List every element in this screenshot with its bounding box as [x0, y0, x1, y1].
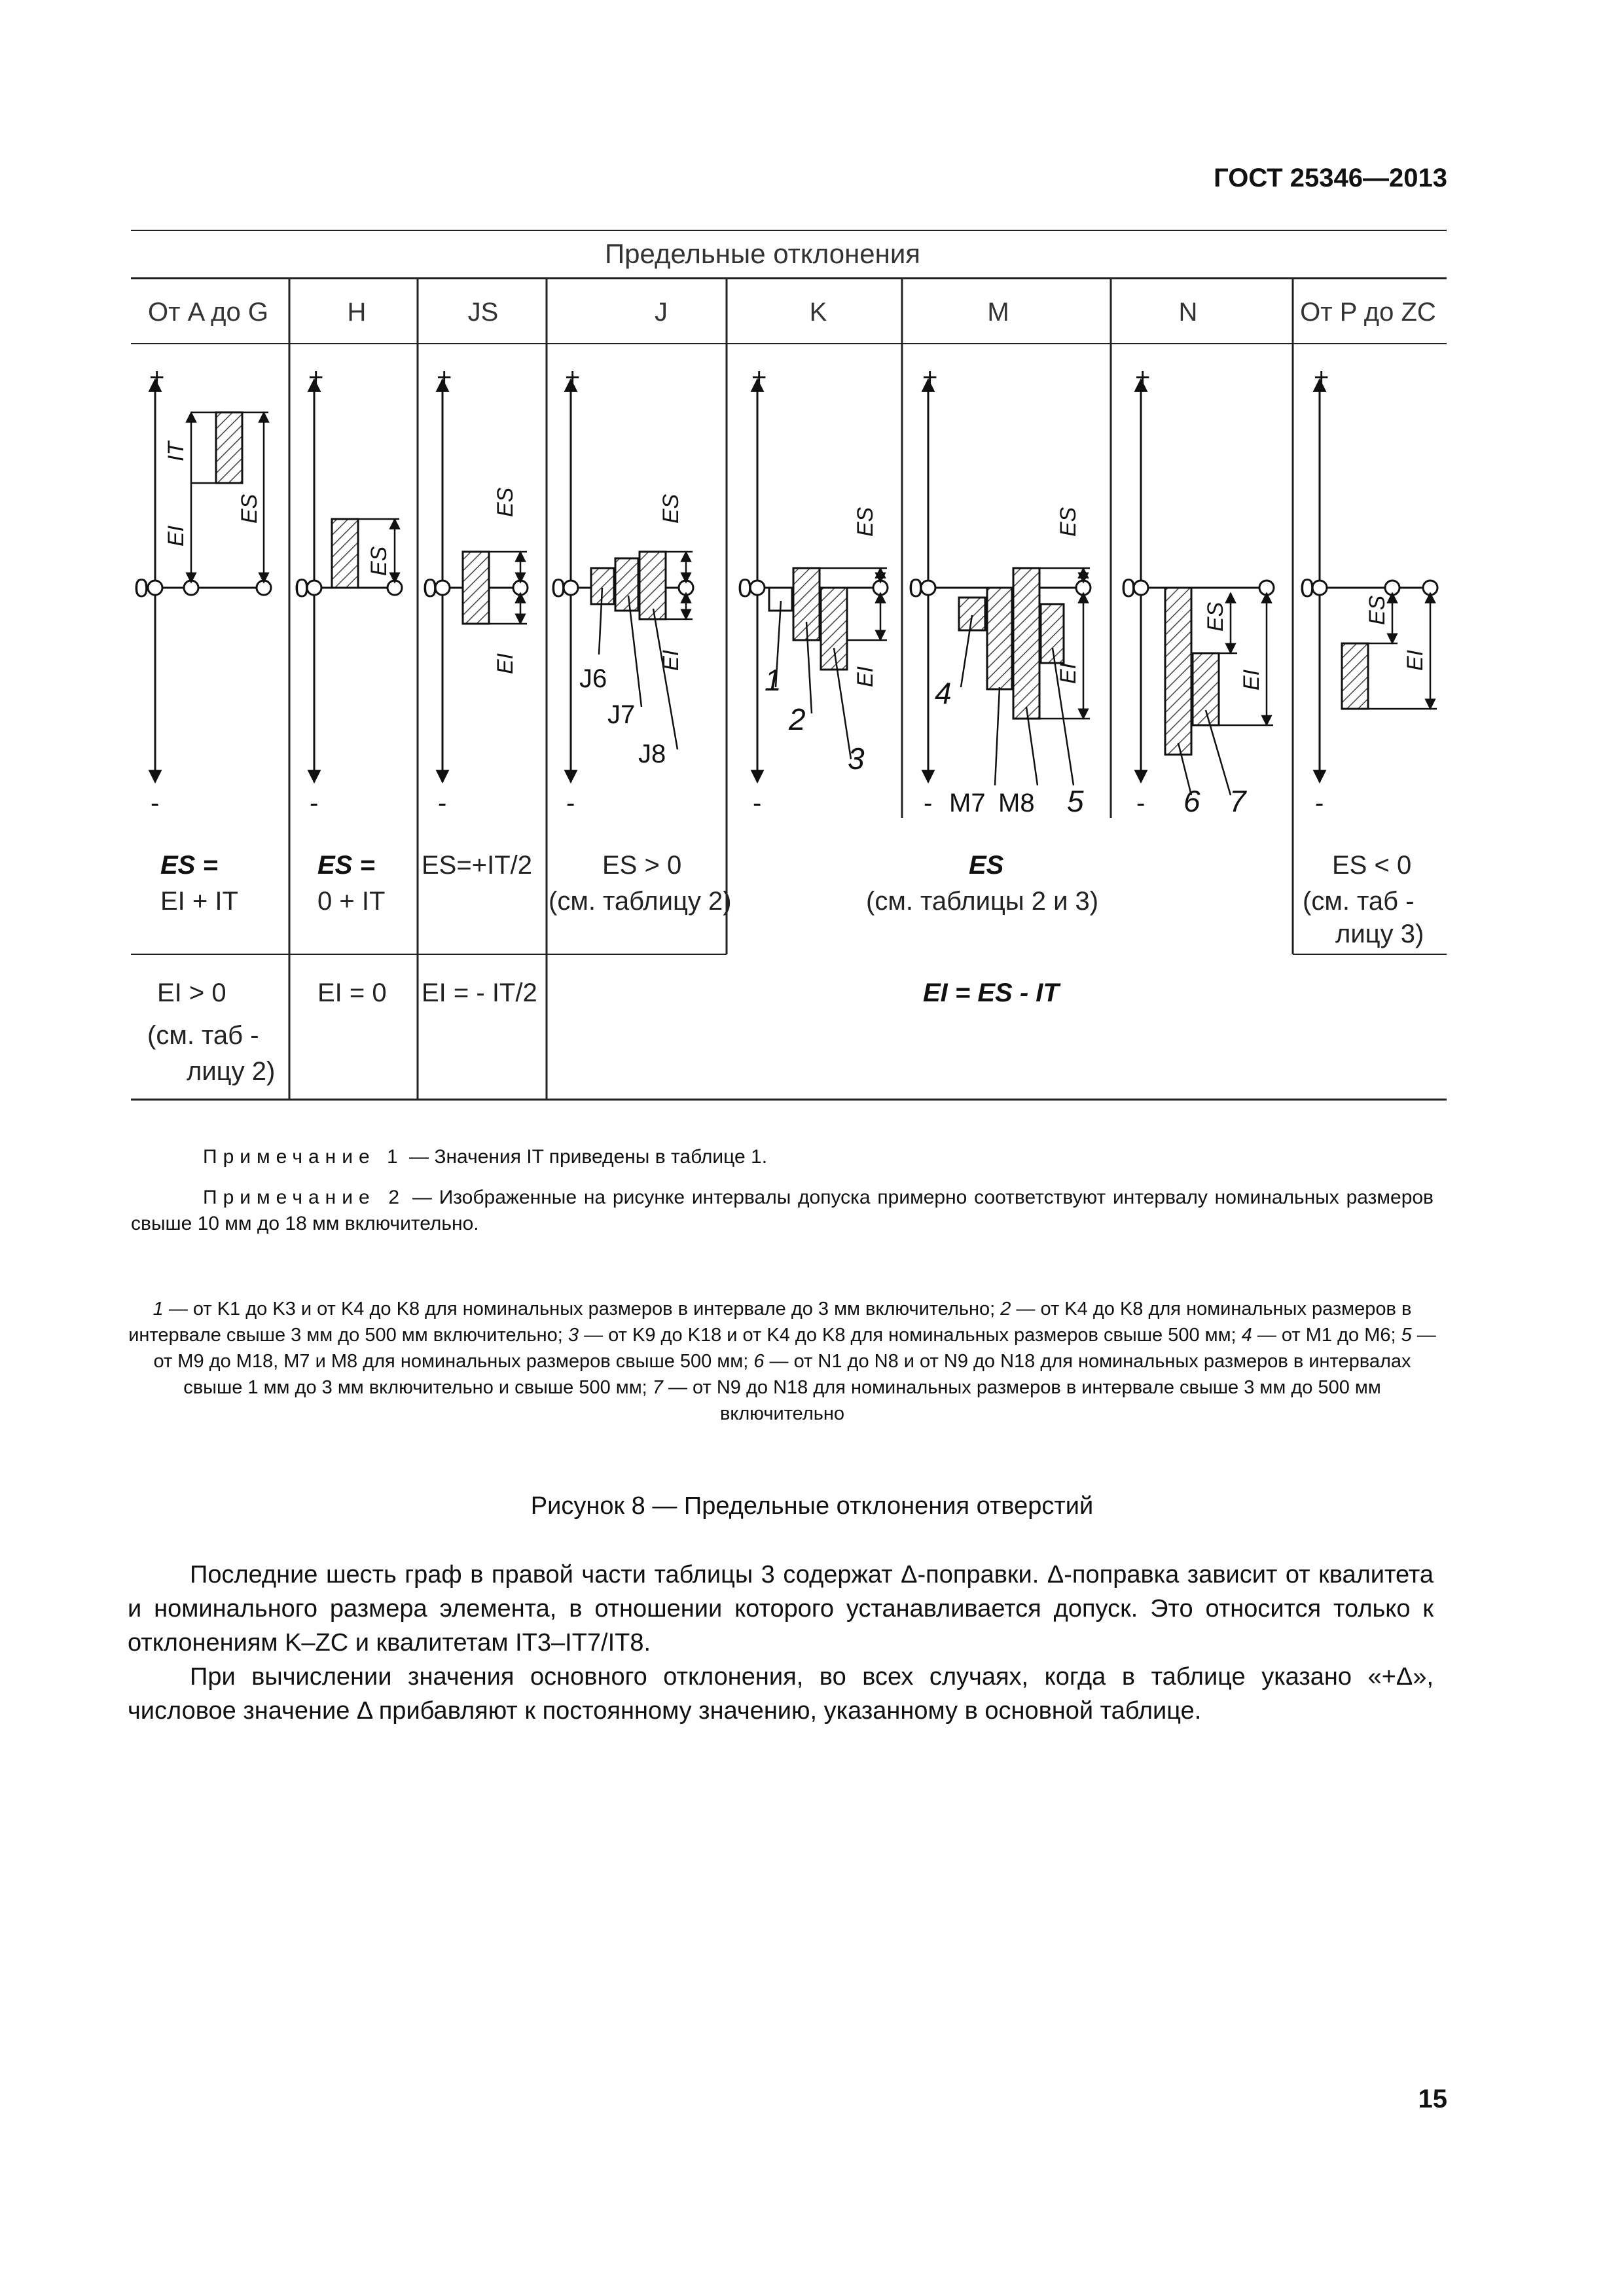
dim-es-label: ES [1365, 595, 1390, 625]
svg-text:(см. таблицы 2 и 3): (см. таблицы 2 и 3) [866, 887, 1099, 916]
svg-text:EI = ES - IT: EI = ES - IT [923, 978, 1059, 1007]
es-formulas [160, 851, 1424, 948]
figure-title: Предельные отклонения [604, 238, 921, 269]
svg-text:+: + [437, 363, 452, 392]
zone-m5 [1041, 604, 1064, 663]
body-paragraph-1: Последние шесть граф в правой части таблицы 3 содержат Δ-поправки. Δ-поправка зависит от квалитета и номинального размера элемента, в отношении которого устанавливается допуск. Это относится только к отклонениям K–ZC и квалитетам IT3–IT7/IT8. [128, 1561, 1434, 1657]
svg-text:-: - [1315, 789, 1324, 817]
svg-text:ES =: ES = [160, 851, 218, 880]
label-j7: J7 [607, 700, 636, 729]
dim-es-label: ES [493, 487, 518, 517]
svg-text:-: - [566, 789, 575, 817]
svg-text:-: - [924, 789, 933, 817]
zone-k3 [821, 588, 847, 670]
zone-m4 [959, 598, 985, 630]
col-header-j: J [655, 298, 668, 327]
document-code: ГОСТ 25346—2013 [1214, 164, 1447, 192]
dim-ei-label: EI [659, 649, 683, 671]
svg-text:ES=+IT/2: ES=+IT/2 [422, 851, 532, 880]
svg-text:0: 0 [738, 574, 753, 603]
label-k2: 2 [789, 702, 806, 736]
page-number: 15 [1418, 2085, 1447, 2113]
note-1 [131, 1144, 1434, 1170]
note-1-heading: Примечание 1 [203, 1146, 404, 1168]
svg-text:0: 0 [423, 574, 438, 603]
label-j8: J8 [638, 740, 666, 768]
col-header-js: JS [467, 298, 499, 327]
svg-text:0: 0 [1121, 574, 1136, 603]
label-m8: M8 [998, 789, 1035, 817]
figure-legend: 1 — от K1 до K3 и от K4 до K8 для номинальных размеров в интервале до 3 мм включительно; 2 — от K4 до K8 для номинальных размеров в интервале свыше 3 мм до 500 мм включительно; 3 — от K9 до K18 и от K4 до K8 для номинальных размеров свыше 500 мм; 4 — от M1 до M6; 5 — от M9 до M18, M7 и M8 для номинальных размеров свыше 500 мм; 6 — от N1 до N8 и от N9 до N18 для номинальных размеров в интервалах свыше 1 мм до 3 мм включительно и свыше 500 мм; 7 — от N9 до N18 для номинальных размеров в интервале свыше 3 мм до 500 мм включительно [128, 1299, 1436, 1424]
svg-text:0: 0 [295, 574, 310, 603]
svg-text:EI + IT: EI + IT [160, 887, 238, 916]
note-2-heading: Примечание 2 [203, 1187, 406, 1208]
ei-formulas [147, 978, 1061, 1086]
svg-text:-: - [151, 789, 160, 817]
label-k1: 1 [765, 663, 782, 697]
zone-j6 [591, 568, 614, 604]
label-n6: 6 [1183, 784, 1200, 818]
svg-text:-: - [310, 789, 319, 817]
dim-ei-label: EI [853, 666, 878, 687]
note-1-text: — Значения IT приведены в таблице 1. [409, 1146, 768, 1168]
zone-m7 [987, 588, 1012, 689]
col-header-h: H [347, 298, 367, 327]
zone-js [463, 552, 489, 624]
svg-text:ES < 0: ES < 0 [1332, 851, 1412, 880]
svg-text:+: + [751, 363, 767, 392]
zone-h [332, 519, 358, 588]
svg-text:-: - [438, 789, 447, 817]
svg-text:EI = 0: EI = 0 [317, 978, 387, 1007]
figure-caption: Рисунок 8 — Предельные отклонения отверстий [530, 1492, 1094, 1520]
zone-labels [579, 663, 1247, 818]
zone-p-zc [1342, 643, 1368, 709]
dim-es-label: ES [853, 507, 878, 537]
note-2-text: — Изображенные на рисунке интервалы допуска примерно соответствуют интервалу номинальных размеров свыше 10 мм до 18 мм включительно. [131, 1187, 1434, 1234]
body-paragraph-2: При вычислении значения основного отклонения, во всех случаях, когда в таблице указано «+Δ», числовое значение Δ прибавляют к постоянному значению, указанному в основной таблице. [128, 1663, 1434, 1725]
svg-text:EI > 0: EI > 0 [157, 978, 226, 1007]
dim-ei-label: EI [1403, 649, 1428, 671]
svg-text:(см. таблицу 2): (см. таблицу 2) [549, 887, 732, 916]
zone-n6 [1165, 588, 1191, 755]
dim-ei-label: EI [1056, 662, 1081, 684]
dim-es-label: ES [1056, 507, 1081, 537]
svg-text:0: 0 [909, 574, 924, 603]
col-header-a-g: От A до G [148, 298, 268, 327]
svg-text:-: - [1136, 789, 1146, 817]
svg-text:+: + [149, 363, 165, 392]
body-text [128, 1558, 1434, 1728]
dim-ei-label: EI [164, 525, 189, 547]
svg-text:ES: ES [969, 851, 1004, 880]
svg-text:+: + [308, 363, 324, 392]
dim-es-label: ES [659, 493, 683, 524]
dim-ei-label: EI [493, 653, 518, 674]
svg-text:+: + [1135, 363, 1151, 392]
deviations-figure [0, 0, 1624, 1113]
svg-text:+: + [565, 363, 581, 392]
label-m7: M7 [949, 789, 986, 817]
label-j6: J6 [579, 664, 607, 693]
svg-text:ES > 0: ES > 0 [602, 851, 682, 880]
svg-text:лицу 3): лицу 3) [1335, 920, 1424, 948]
note-2 [131, 1185, 1434, 1237]
svg-text:-: - [753, 789, 762, 817]
label-n7: 7 [1229, 784, 1246, 818]
zone-m8 [1013, 568, 1039, 719]
zone-j7 [615, 558, 638, 611]
col-header-k: K [809, 298, 827, 327]
column-headers [148, 298, 1436, 327]
svg-text:(см. таб -: (см. таб - [1303, 887, 1415, 916]
svg-text:EI = - IT/2: EI = - IT/2 [422, 978, 537, 1007]
zone-a-g [216, 412, 242, 483]
label-k3: 3 [848, 742, 865, 776]
col-header-m: M [987, 298, 1009, 327]
col-header-n: N [1178, 298, 1198, 327]
svg-text:лицу 2): лицу 2) [187, 1057, 276, 1086]
table-grid [131, 230, 1447, 1100]
svg-text:+: + [922, 363, 938, 392]
col-header-p-zc: От P до ZC [1300, 298, 1436, 327]
zone-n7 [1193, 653, 1219, 725]
leader-lines [599, 588, 1231, 795]
dim-es-label: ES [237, 493, 262, 524]
svg-text:(см. таб -: (см. таб - [147, 1021, 259, 1050]
label-m5: 5 [1067, 784, 1084, 818]
label-m4: 4 [935, 676, 952, 710]
svg-text:0: 0 [134, 574, 149, 603]
svg-text:0: 0 [1300, 574, 1315, 603]
svg-text:ES =: ES = [317, 851, 375, 880]
svg-text:0: 0 [551, 574, 566, 603]
dim-ei-label: EI [1239, 669, 1264, 691]
dim-es-label: ES [367, 546, 391, 576]
dim-es-label: ES [1203, 601, 1228, 632]
dim-it-label: IT [164, 441, 189, 461]
svg-text:+: + [1314, 363, 1329, 392]
svg-text:0 + IT: 0 + IT [317, 887, 386, 916]
